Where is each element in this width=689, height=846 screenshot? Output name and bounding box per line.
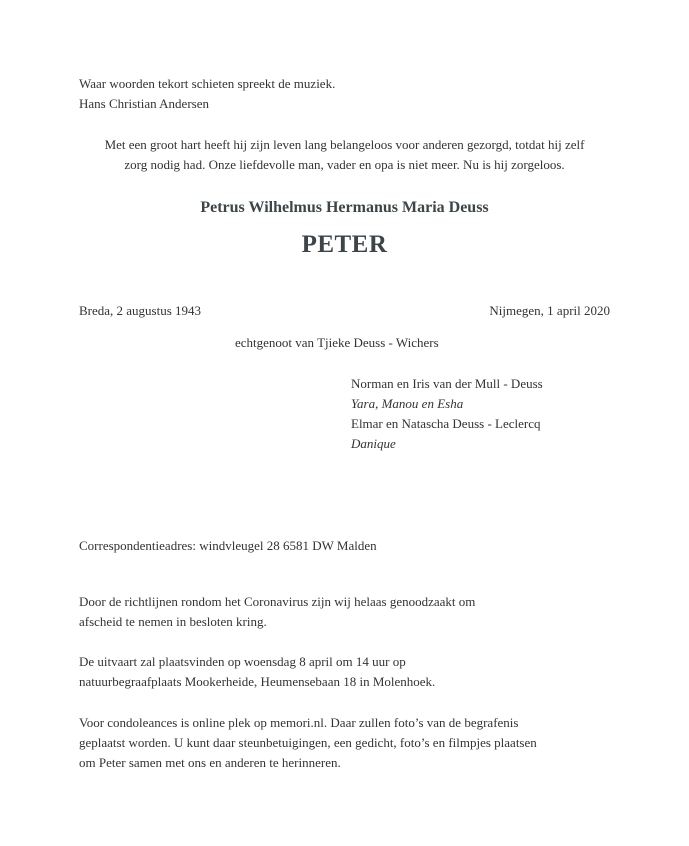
notice-line: De uitvaart zal plaatsvinden op woensdag 8 april om 14 uur op bbox=[79, 654, 406, 669]
family-line: Norman en Iris van der Mull - Deuss bbox=[351, 376, 543, 391]
family-line: Elmar en Natascha Deuss - Leclercq bbox=[351, 416, 541, 431]
full-name: Petrus Wilhelmus Hermanus Maria Deuss bbox=[200, 199, 489, 216]
quote-text: Waar woorden tekort schieten spreekt de muziek. bbox=[79, 76, 336, 91]
call-name: PETER bbox=[301, 231, 388, 258]
birth-place-date: Breda, 2 augustus 1943 bbox=[79, 303, 202, 318]
notice-line: afscheid te nemen in besloten kring. bbox=[79, 614, 267, 629]
notice-line: Door de richtlijnen rondom het Coronavirus zijn wij helaas genoodzaakt om bbox=[79, 594, 476, 609]
notice-line: Voor condoleances is online plek op memori.nl. Daar zullen foto’s van de begrafenis bbox=[79, 715, 519, 730]
spouse-line: echtgenoot van Tjieke Deuss - Wichers bbox=[235, 335, 439, 350]
family-line-grandchildren: Yara, Manou en Esha bbox=[351, 396, 464, 411]
death-place-date: Nijmegen, 1 april 2020 bbox=[489, 303, 610, 318]
notice-line: om Peter samen met ons en anderen te herinneren. bbox=[79, 755, 341, 770]
intro-line-1: Met een groot hart heeft hij zijn leven lang belangeloos voor anderen gezorgd, totdat hij zelf bbox=[104, 137, 585, 152]
correspondence-address: Correspondentieadres: windvleugel 28 6581 DW Malden bbox=[79, 538, 377, 553]
notice-line: natuurbegraafplaats Mookerheide, Heumensebaan 18 in Molenhoek. bbox=[79, 674, 436, 689]
quote-author: Hans Christian Andersen bbox=[79, 96, 209, 111]
notice-line: geplaatst worden. U kunt daar steunbetuigingen, een gedicht, foto’s en filmpjes plaatsen bbox=[79, 735, 537, 750]
intro-line-2: zorg nodig had. Onze liefdevolle man, vader en opa is niet meer. Nu is hij zorgeloos. bbox=[124, 157, 565, 172]
family-line-grandchildren: Danique bbox=[351, 436, 396, 451]
